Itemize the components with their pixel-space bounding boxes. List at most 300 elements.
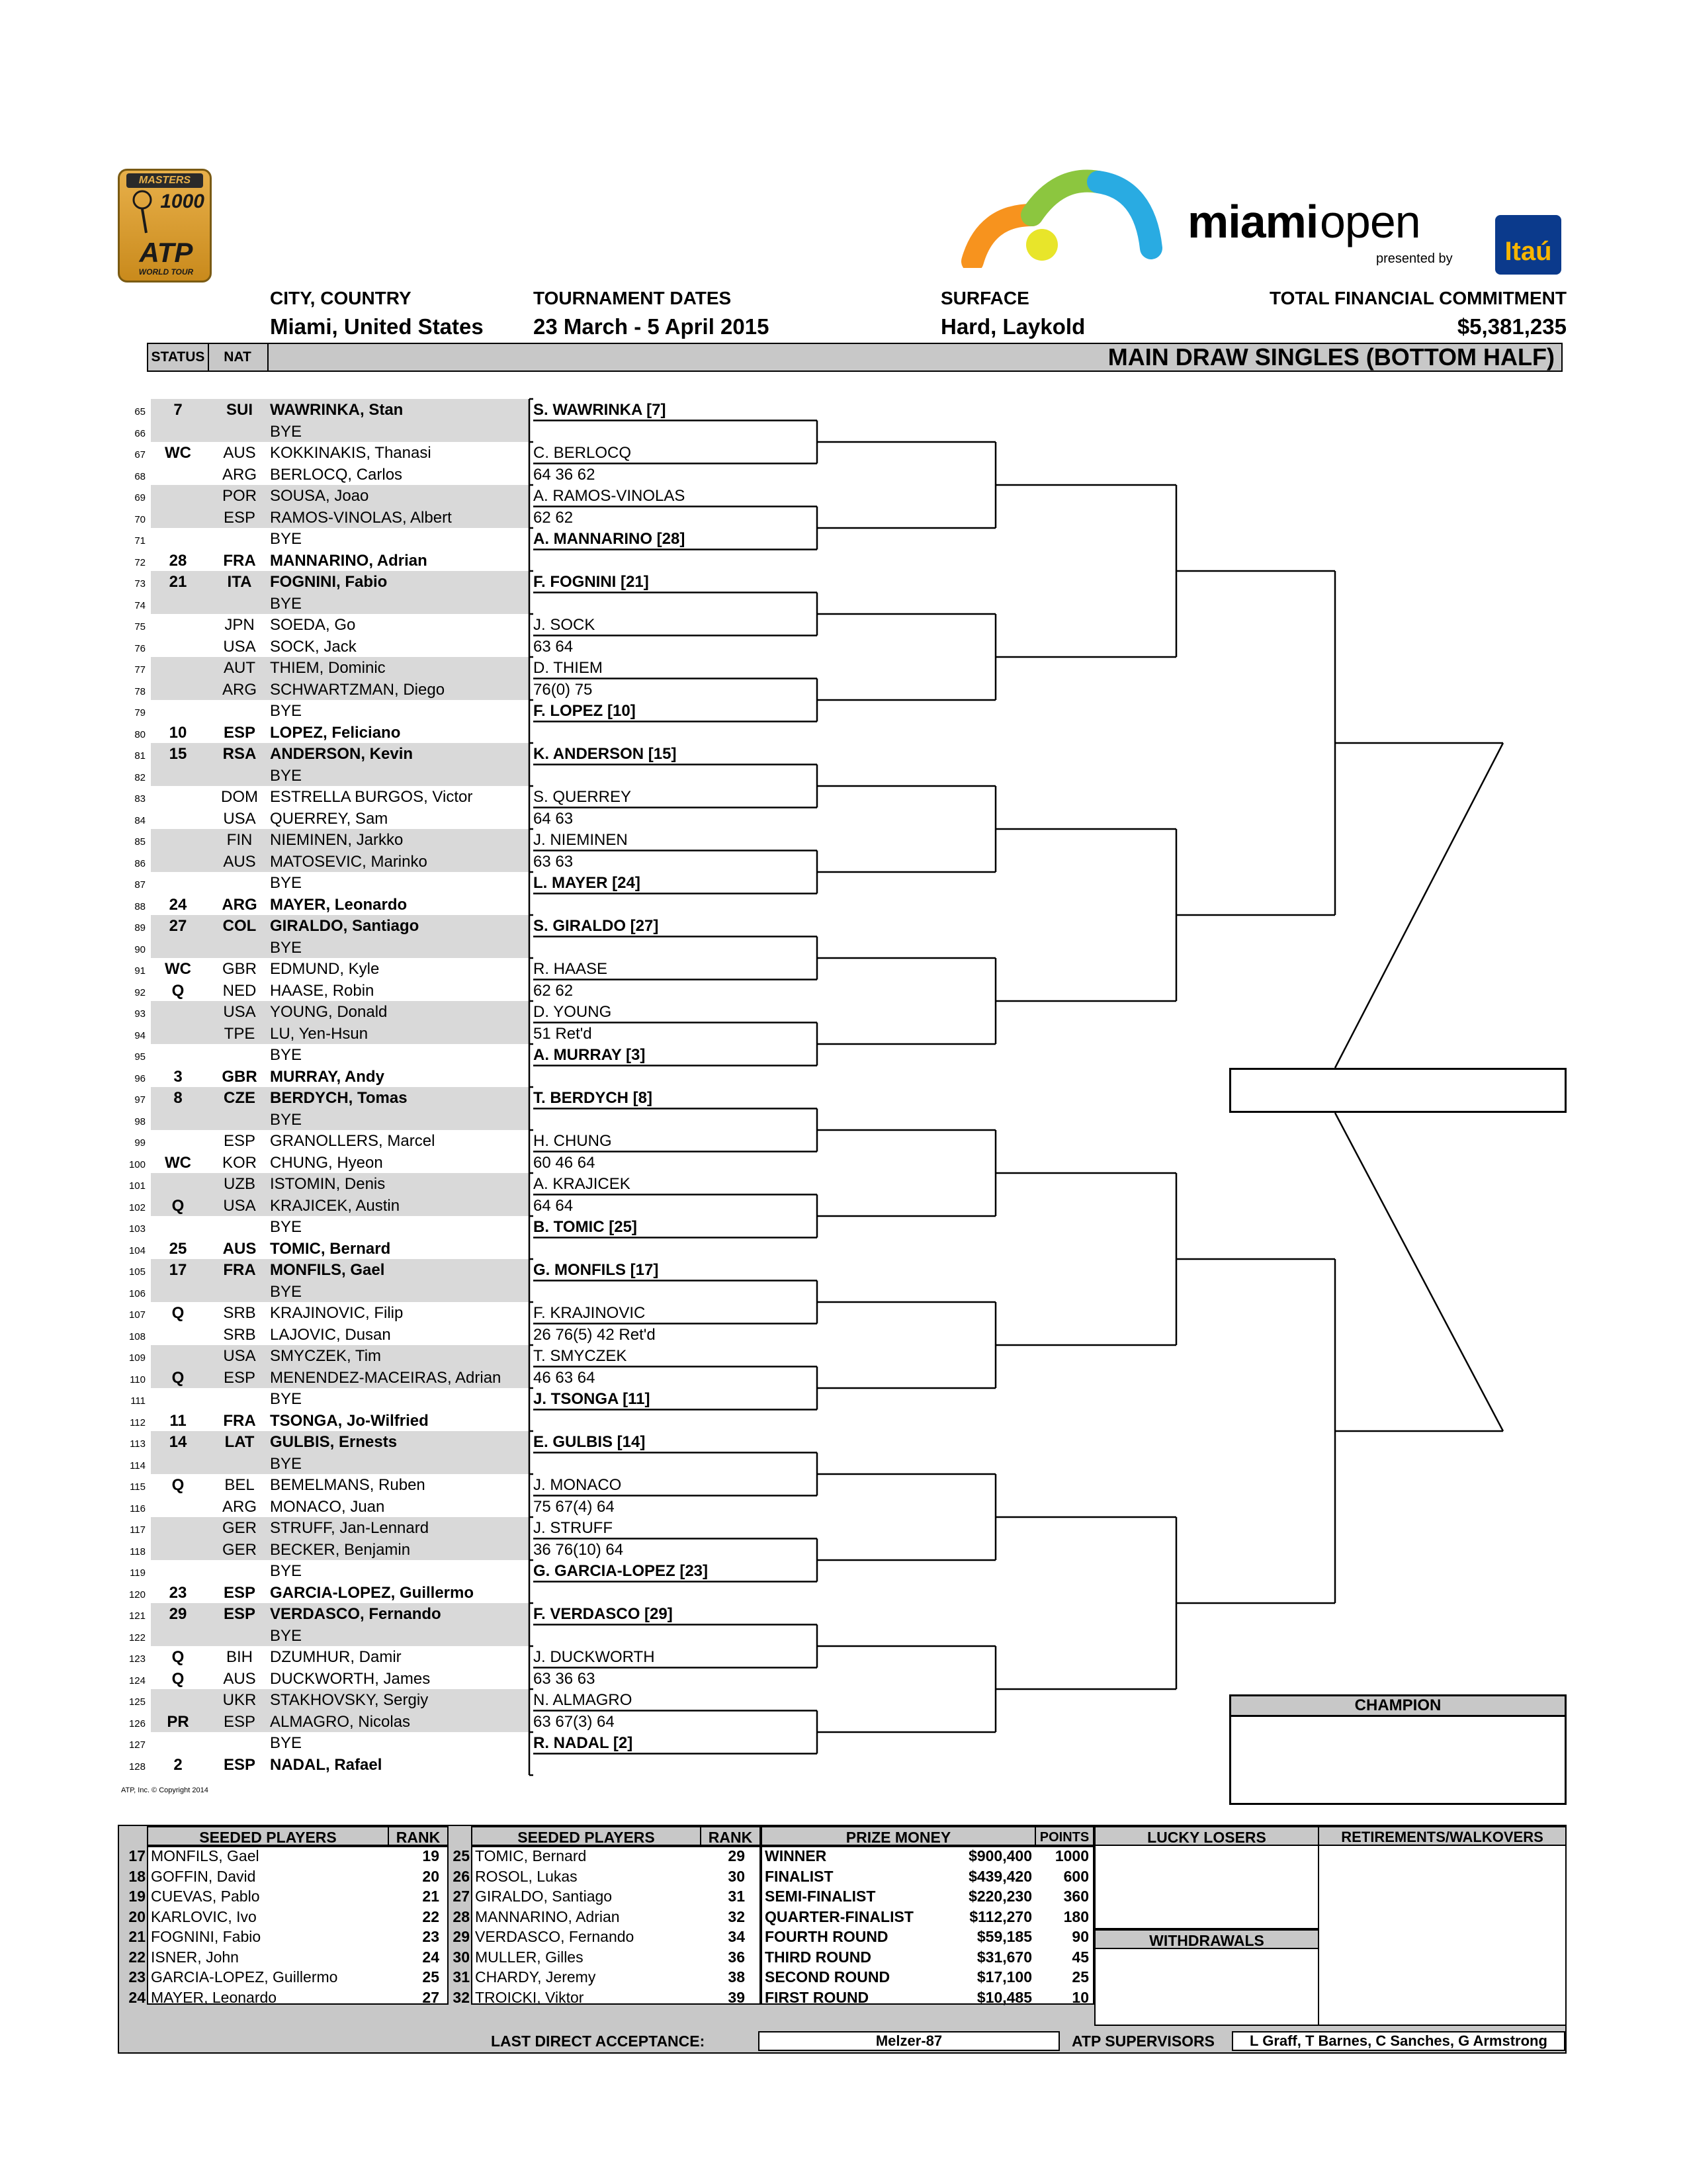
draw-position: 102 [128,1201,146,1213]
draw-position: 124 [128,1675,146,1686]
seeded-player-rank: 30 [728,1867,745,1885]
round-two-player: N. ALMAGRO [533,1691,632,1709]
round-two-player: R. HAASE [533,960,608,978]
prize-round: FOURTH ROUND [765,1928,888,1945]
player-name: QUERREY, Sam [270,809,388,828]
presented-by-text: presented by [1376,251,1453,266]
open-brand-text: open [1320,196,1420,247]
draw-position: 105 [128,1266,146,1278]
round-two-player: J. MONACO [533,1476,622,1494]
bracket-line [1335,743,1503,1068]
round-two-player: F. VERDASCO [29] [533,1605,673,1623]
seed-status: 27 [169,917,187,935]
nationality: AUS [222,1239,257,1258]
seeded-player-rank: 21 [422,1888,439,1905]
itau-sponsor-logo: Itaú [1495,215,1561,275]
nationality: ESP [223,508,256,527]
round-two-player: S. WAWRINKA [7] [533,401,666,419]
nationality: LAT [224,1433,255,1451]
nationality: FRA [223,1411,256,1430]
nationality: TPE [224,1024,255,1043]
draw-position: 68 [134,470,146,482]
round-two-player: D. THIEM [533,659,603,677]
seed-status: Q [171,1304,185,1322]
player-name: BYE [270,422,302,441]
prize-round: SECOND ROUND [765,1968,890,1986]
player-name: BEMELMANS, Ruben [270,1476,425,1494]
seeded-player-rank: 36 [728,1948,745,1966]
lucky-losers-header: LUCKY LOSERS [1094,1826,1319,1846]
champion-box [1229,1715,1567,1805]
nationality: ESP [223,1368,256,1387]
ranking-points: 10 [1072,1988,1089,2006]
nationality: RSA [222,745,257,763]
draw-position: 90 [134,943,146,955]
seeded-player-rank: 39 [728,1988,745,2006]
draw-position: 94 [134,1029,146,1041]
seeded-player-name: FOGNINI, Fabio [151,1928,261,1945]
prize-money-header: PRIZE MONEY [761,1826,1036,1846]
ranking-points: 25 [1072,1968,1089,1986]
player-name: BYE [270,1110,302,1129]
player-name: SOCK, Jack [270,637,357,656]
round-two-player: S. GIRALDO [27] [533,917,659,935]
draw-position: 78 [134,685,146,697]
seed-number: 26 [453,1867,470,1885]
player-name: BYE [270,1454,302,1473]
summary-section [118,1825,1567,2054]
copyright-text: ATP, Inc. © Copyright 2014 [121,1786,208,1794]
round-two-player: T. SMYCZEK [533,1347,627,1365]
player-name: MAYER, Leonardo [270,895,408,914]
draw-position: 127 [128,1739,146,1751]
draw-position: 123 [128,1653,146,1665]
round-two-player: D. YOUNG [533,1003,612,1021]
player-name: HAASE, Robin [270,981,374,1000]
round-two-player: A. MURRAY [3] [533,1046,646,1064]
city-value: Miami, United States [270,314,484,339]
player-name: ANDERSON, Kevin [270,745,413,763]
draw-position: 112 [130,1417,146,1428]
player-name: TSONGA, Jo-Wilfried [270,1411,429,1430]
draw-position: 117 [130,1524,146,1536]
draw-position: 73 [134,578,146,590]
seed-status: WC [165,1153,191,1172]
seed-status: 11 [169,1411,187,1430]
round-two-player: G. MONFILS [17] [533,1261,659,1279]
seed-number: 29 [453,1928,470,1945]
nationality: DOM [221,788,258,806]
seed-status: Q [171,1669,185,1688]
bracket-line [1335,1113,1503,1431]
draw-position: 88 [134,900,146,912]
nationality: SRB [223,1304,256,1322]
dates-value: 23 March - 5 April 2015 [533,314,769,339]
player-name: BYE [270,1562,302,1580]
nationality: AUS [223,1669,256,1688]
prize-money: $220,230 [969,1888,1032,1905]
prize-money: $10,485 [976,1988,1032,2006]
draw-position: 99 [134,1137,146,1149]
draw-position: 82 [134,771,146,783]
nationality: SUI [226,401,253,419]
player-name: TOMIC, Bernard [270,1239,391,1258]
match-score: 26 76(5) 42 Ret'd [533,1325,656,1344]
match-score: 76(0) 75 [533,680,593,699]
draw-position: 120 [128,1589,146,1600]
player-name: SMYCZEK, Tim [270,1347,382,1365]
finalist-box [1229,1068,1567,1113]
player-name: BYE [270,1734,302,1752]
draw-position: 100 [128,1158,146,1170]
prize-round: FINALIST [765,1867,834,1885]
seed-status: WC [165,444,191,462]
draw-position: 92 [134,986,146,998]
seeded-player-name: VERDASCO, Fernando [475,1928,634,1945]
champion-label: CHAMPION [1229,1694,1567,1717]
draw-title: MAIN DRAW SINGLES (BOTTOM HALF) [1107,343,1555,371]
draw-position: 75 [134,621,146,633]
player-name: ISTOMIN, Denis [270,1175,386,1193]
masters-1000-text: 1000 [160,191,204,212]
nationality: AUS [223,444,256,462]
player-name: GARCIA-LOPEZ, Guillermo [270,1583,474,1602]
seed-status: 8 [173,1089,183,1107]
prize-money: $900,400 [969,1847,1032,1864]
masters-text: MASTERS [126,173,203,188]
draw-position: 121 [128,1610,146,1622]
ranking-points: 180 [1063,1907,1089,1925]
player-name: GULBIS, Ernests [270,1433,398,1451]
seed-status: 7 [173,401,183,419]
prize-round: FIRST ROUND [765,1988,869,2006]
round-two-player: E. GULBIS [14] [533,1433,646,1451]
draw-position: 107 [128,1309,146,1321]
match-score: 64 36 62 [533,465,595,484]
draw-position: 67 [134,449,146,460]
nationality: ITA [227,573,252,591]
nationality: USA [223,1347,256,1365]
prize-round: WINNER [765,1847,827,1864]
player-name: MONACO, Juan [270,1497,385,1516]
seeded-player-rank: 25 [422,1968,439,1986]
match-score: 64 64 [533,1196,574,1215]
player-name: BYE [270,766,302,785]
seeded-player-name: MULLER, Gilles [475,1948,584,1966]
player-name: STAKHOVSKY, Sergiy [270,1691,429,1709]
match-score: 62 62 [533,508,574,527]
ranking-points: 1000 [1055,1847,1089,1864]
player-name: EDMUND, Kyle [270,960,380,978]
seed-status: Q [171,981,185,1000]
seed-status: 14 [169,1433,187,1451]
nationality: GER [222,1519,257,1537]
withdrawals-box [1094,1949,1319,2026]
player-name: MONFILS, Gael [270,1261,385,1279]
nationality: ESP [223,1583,256,1602]
round-two-player: J. SOCK [533,616,595,634]
player-name: LOPEZ, Feliciano [270,723,401,742]
draw-position: 126 [128,1718,146,1729]
seeded-player-rank: 27 [422,1988,439,2006]
draw-position: 86 [134,857,146,869]
seeded-player-name: GIRALDO, Santiago [475,1888,613,1905]
seeded-player-name: GOFFIN, David [151,1867,256,1885]
prize-money: $31,670 [976,1948,1032,1966]
draw-position: 76 [134,642,146,654]
player-name: BECKER, Benjamin [270,1540,411,1559]
draw-position: 104 [128,1245,146,1256]
round-two-player: S. QUERREY [533,788,632,806]
nationality: COL [222,917,257,935]
nationality: NED [222,981,257,1000]
nationality: ARG [222,1497,257,1516]
seeded-player-name: GARCIA-LOPEZ, Guillermo [151,1968,338,1986]
seed-number: 28 [453,1907,470,1925]
financial-label: TOTAL FINANCIAL COMMITMENT [1270,288,1567,308]
player-name: NIEMINEN, Jarkko [270,831,404,849]
seed-number: 31 [453,1968,470,1986]
player-name: THIEM, Dominic [270,659,386,677]
seeded-player-name: CHARDY, Jeremy [475,1968,596,1986]
player-name: KRAJICEK, Austin [270,1196,400,1215]
lucky-losers-box [1094,1846,1319,1929]
player-name: SOEDA, Go [270,616,356,634]
draw-position: 116 [130,1503,146,1514]
match-score: 60 46 64 [533,1153,595,1172]
round-two-player: H. CHUNG [533,1132,612,1150]
world-tour-text: WORLD TOUR [138,267,194,277]
miami-brand-text: miami [1188,196,1319,247]
nationality: AUT [224,659,255,677]
nationality: ARG [222,895,257,914]
seed-status: 21 [169,573,187,591]
player-name: BYE [270,1282,302,1301]
player-name: KOKKINAKIS, Thanasi [270,444,431,462]
round-two-player: G. GARCIA-LOPEZ [23] [533,1562,709,1580]
prize-money: $59,185 [976,1928,1032,1945]
seeded-player-name: ROSOL, Lukas [475,1867,578,1885]
round-two-player: T. BERDYCH [8] [533,1089,653,1107]
draw-position: 96 [134,1072,146,1084]
nationality: FRA [223,551,256,570]
seeded-player-name: KARLOVIC, Ivo [151,1907,257,1925]
player-name: MENENDEZ-MACEIRAS, Adrian [270,1368,501,1387]
player-name: BYE [270,938,302,957]
ranking-points: 360 [1063,1888,1089,1905]
round-two-player: F. KRAJINOVIC [533,1304,646,1322]
round-two-player: F. FOGNINI [21] [533,573,649,591]
atp-text: ATP [139,237,193,268]
seed-number: 18 [128,1867,146,1885]
match-score: 63 36 63 [533,1669,595,1688]
seed-status: 25 [169,1239,187,1258]
nationality: ESP [223,723,256,742]
surface-value: Hard, Laykold [941,314,1086,339]
seed-status: PR [167,1712,189,1731]
nationality: UKR [222,1691,257,1709]
draw-position: 91 [134,965,146,977]
player-name: STRUFF, Jan-Lennard [270,1519,429,1537]
draw-position: 84 [134,814,146,826]
seed-status: 24 [169,895,187,914]
seed-number: 20 [128,1907,146,1925]
seeded-player-rank: 32 [728,1907,745,1925]
nationality: CZE [224,1089,255,1107]
player-name: BYE [270,594,302,613]
player-name: BYE [270,1390,302,1408]
draw-position: 106 [128,1288,146,1299]
draw-position: 80 [134,728,146,740]
draw-position: 110 [130,1374,146,1385]
draw-position: 72 [134,556,146,568]
seeded-players-header-right: SEEDED PLAYERS [471,1826,701,1846]
nationality: SRB [223,1325,256,1344]
seeded-player-rank: 19 [422,1847,439,1864]
round-two-player: C. BERLOCQ [533,444,632,462]
seeded-players-header-left: SEEDED PLAYERS [147,1826,389,1846]
seeded-player-name: MONFILS, Gael [151,1847,259,1864]
round-two-player: F. LOPEZ [10] [533,702,636,720]
match-score: 64 63 [533,809,574,828]
match-score: 63 64 [533,637,574,656]
nationality: USA [223,1196,256,1215]
supervisors-label: ATP SUPERVISORS [1072,2032,1215,2050]
player-name: MANNARINO, Adrian [270,551,427,570]
seeded-player-name: MAYER, Leonardo [151,1988,277,2006]
player-name: LU, Yen-Hsun [270,1024,368,1043]
draw-position: 74 [134,599,146,611]
match-score: 46 63 64 [533,1368,595,1387]
round-two-player: A. KRAJICEK [533,1175,630,1193]
seed-number: 25 [453,1847,470,1864]
retirements-box [1319,1846,1567,2026]
player-name: SOUSA, Joao [270,487,369,505]
player-name: NADAL, Rafael [270,1755,382,1774]
supervisors-value: L Graff, T Barnes, C Sanches, G Armstrong [1232,2031,1565,2051]
seeded-player-rank: 34 [728,1928,745,1945]
round-two-player: A. MANNARINO [28] [533,530,685,548]
round-two-player: L. MAYER [24] [533,874,640,892]
draw-position: 70 [134,513,146,525]
status-column-header: STATUS [148,344,209,371]
nationality: BIH [226,1648,253,1666]
nat-column-header: NAT [208,344,269,371]
nationality: FIN [226,831,253,849]
draw-position: 103 [128,1223,146,1235]
player-name: ESTRELLA BURGOS, Victor [270,788,473,806]
prize-money: $112,270 [969,1907,1032,1925]
nationality: AUS [223,852,256,871]
seeded-player-name: ISNER, John [151,1948,239,1966]
seeded-player-name: TOMIC, Bernard [475,1847,587,1864]
player-name: ALMAGRO, Nicolas [270,1712,411,1731]
seeded-player-name: MANNARINO, Adrian [475,1907,620,1925]
round-two-player: K. ANDERSON [15] [533,745,677,763]
nationality: GER [222,1540,257,1559]
seed-number: 19 [128,1888,146,1905]
seed-status: Q [171,1196,185,1215]
draw-position: 125 [128,1696,146,1708]
seed-status: Q [171,1476,185,1494]
seed-number: 22 [128,1948,146,1966]
player-name: MURRAY, Andy [270,1067,384,1086]
match-score: 63 63 [533,852,574,871]
seed-status: WC [165,960,191,978]
nationality: USA [223,637,256,656]
seeded-player-rank: 31 [728,1888,745,1905]
seed-number: 24 [128,1988,146,2006]
draw-position: 101 [128,1180,146,1192]
prize-round: THIRD ROUND [765,1948,871,1966]
draw-position: 89 [134,922,146,934]
player-name: MATOSEVIC, Marinko [270,852,427,871]
seed-number: 27 [453,1888,470,1905]
draw-position: 98 [134,1115,146,1127]
player-name: BYE [270,874,302,892]
seeded-player-rank: 23 [422,1928,439,1945]
nationality: JPN [224,616,255,634]
financial-value: $5,381,235 [1457,314,1567,339]
round-two-player: B. TOMIC [25] [533,1218,637,1236]
match-score: 63 67(3) 64 [533,1712,615,1731]
rank-header-left: RANK [389,1826,449,1846]
round-two-player: J. TSONGA [11] [533,1390,650,1408]
draw-position: 69 [134,492,146,503]
player-name: CHUNG, Hyeon [270,1153,383,1172]
player-name: DZUMHUR, Damir [270,1648,402,1666]
draw-position: 93 [134,1008,146,1020]
nationality: ARG [222,465,257,484]
player-name: RAMOS-VINOLAS, Albert [270,508,452,527]
nationality: ESP [223,1605,256,1623]
last-direct-value: Melzer-87 [758,2031,1060,2051]
withdrawals-header: WITHDRAWALS [1094,1929,1319,1949]
player-name: VERDASCO, Fernando [270,1605,441,1623]
prize-money: $17,100 [976,1968,1032,1986]
player-name: GRANOLLERS, Marcel [270,1132,435,1150]
seed-status: 29 [169,1605,187,1623]
player-name: BYE [270,1626,302,1645]
seed-number: 30 [453,1948,470,1966]
seeded-player-rank: 29 [728,1847,745,1864]
prize-round: QUARTER-FINALIST [765,1907,914,1925]
draw-position: 65 [134,406,146,417]
player-name: WAWRINKA, Stan [270,401,404,419]
player-name: BYE [270,1046,302,1064]
round-two-player: J. DUCKWORTH [533,1648,655,1666]
seed-status: 17 [169,1261,187,1279]
seed-status: Q [171,1648,185,1666]
nationality: USA [223,809,256,828]
seed-status: 23 [169,1583,187,1602]
draw-position: 77 [134,664,146,676]
seed-status: 15 [169,745,187,763]
match-score: 51 Ret'd [533,1024,592,1043]
draw-position: 113 [130,1438,146,1450]
nationality: GBR [222,1067,257,1086]
nationality: ESP [223,1755,256,1774]
draw-position: 87 [134,879,146,891]
surface-label: SURFACE [941,288,1029,308]
player-name: FOGNINI, Fabio [270,573,388,591]
draw-position: 128 [128,1761,146,1772]
match-score: 62 62 [533,981,574,1000]
seeded-player-name: TROICKI, Viktor [475,1988,584,2006]
draw-position: 85 [134,836,146,848]
last-direct-label: LAST DIRECT ACCEPTANCE: [491,2032,705,2050]
player-name: SCHWARTZMAN, Diego [270,680,445,699]
